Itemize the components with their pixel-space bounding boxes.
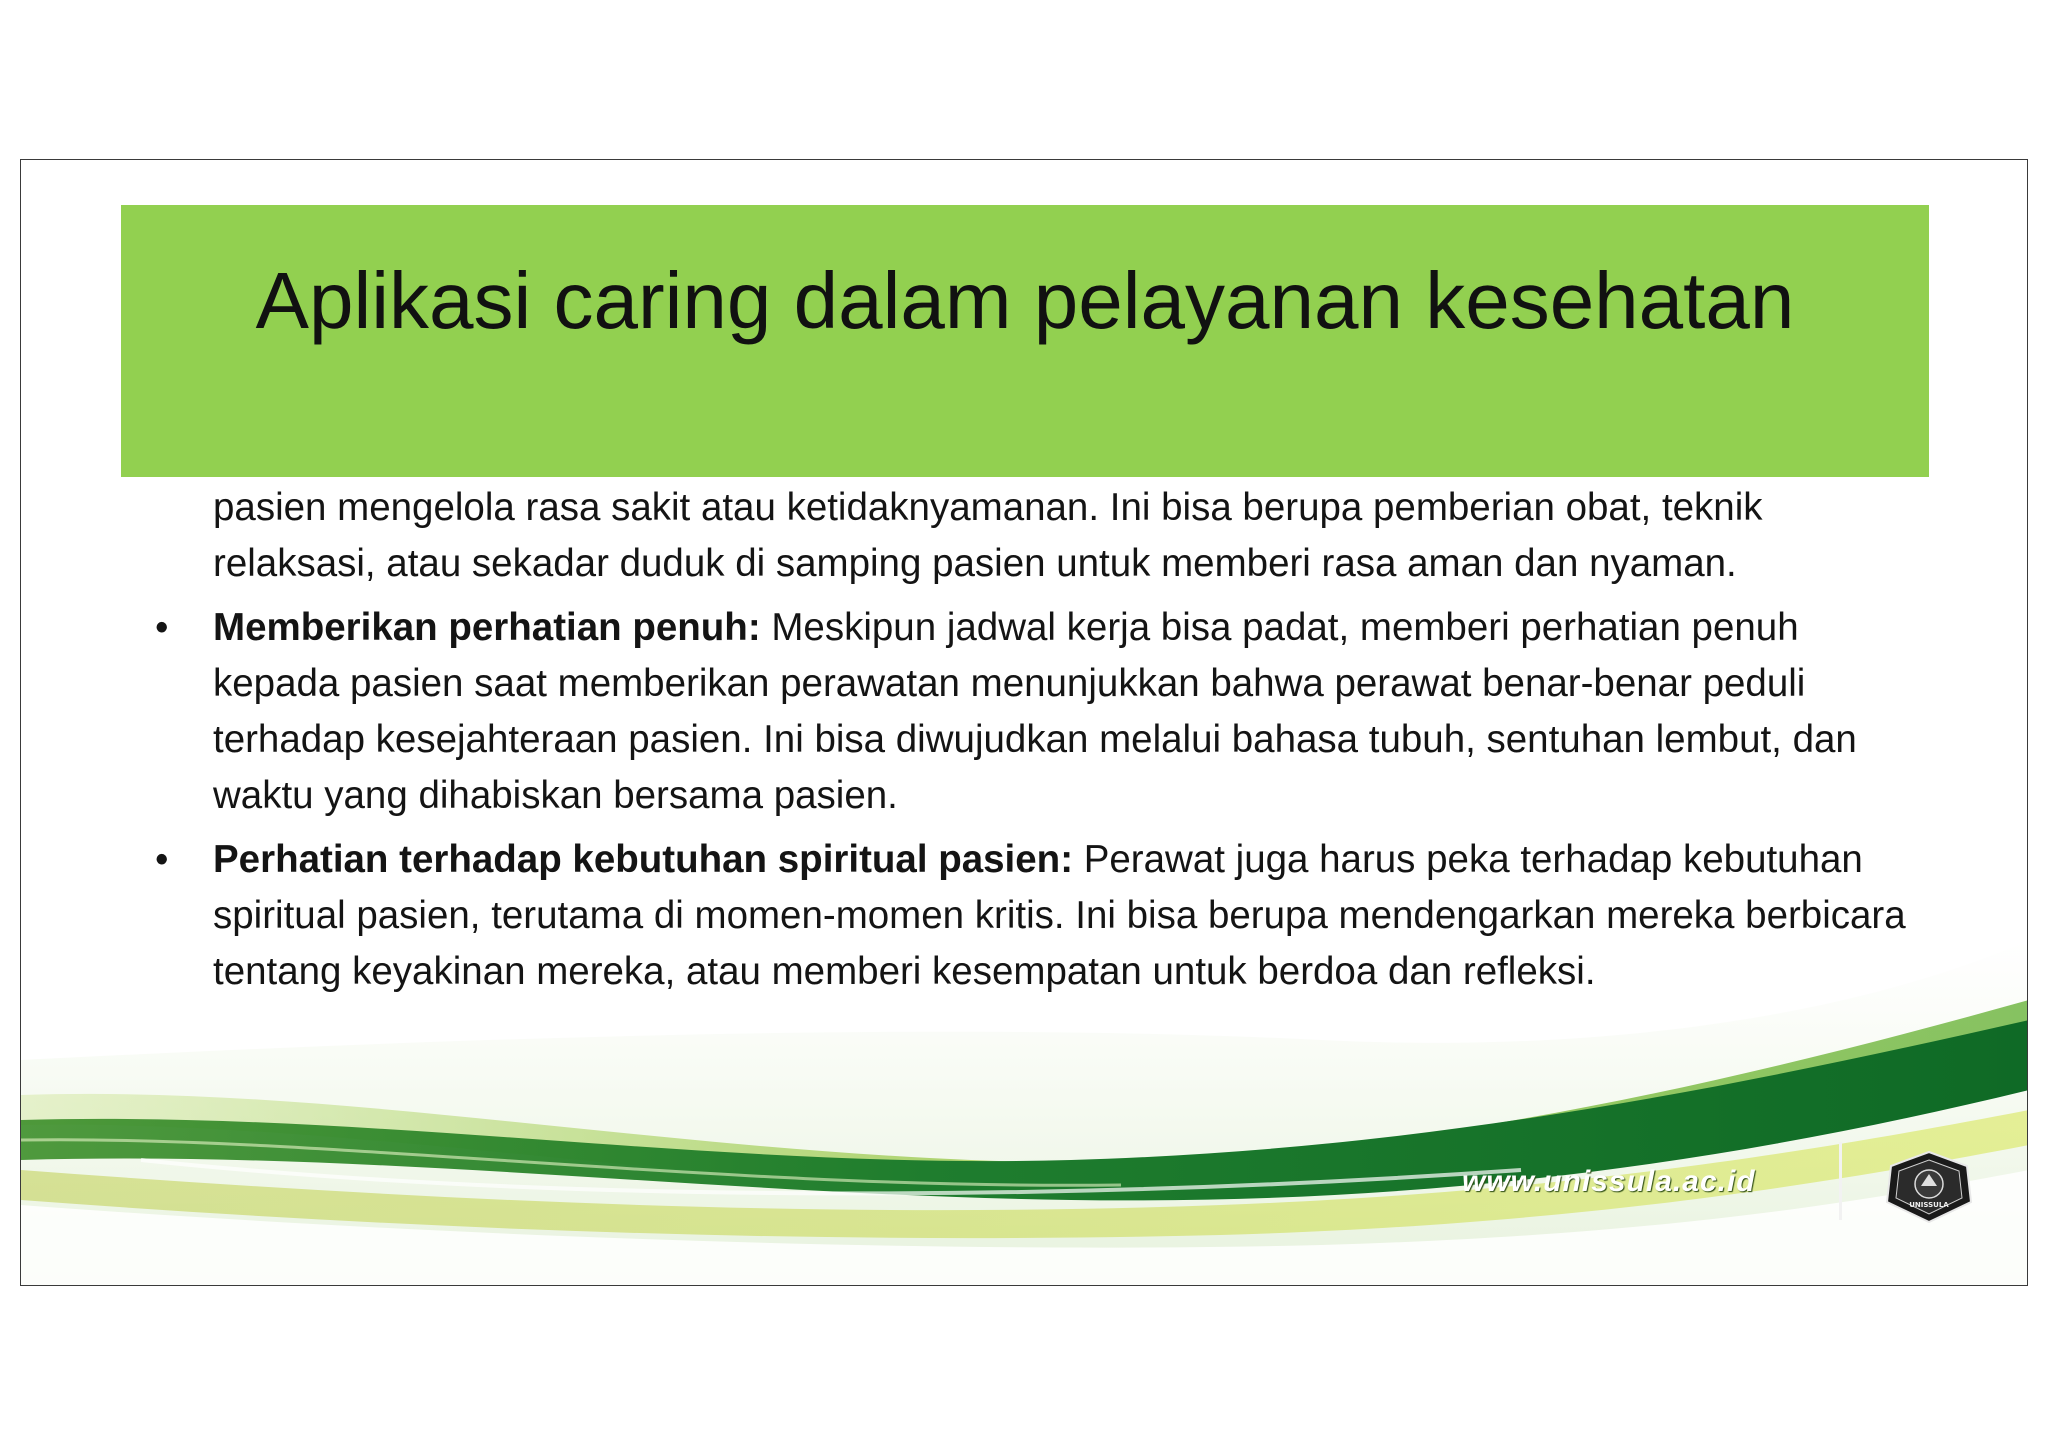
footer-divider xyxy=(1839,1142,1842,1220)
bullet-heading: Perhatian terhadap kebutuhan spiritual pasien: xyxy=(213,838,1074,881)
bullet-marker: • xyxy=(155,606,169,649)
continuation-paragraph: pasien mengelola rasa sakit atau ketidaknyamanan. Ini bisa berupa pemberian obat, teknik relaksasi, atau sekadar duduk di samping pasien untuk memberi rasa aman dan nyaman. xyxy=(213,486,1763,585)
title-bar xyxy=(121,205,1929,477)
bullet-item xyxy=(133,600,1913,824)
bullet-marker: • xyxy=(155,838,169,881)
slide-title: Aplikasi caring dalam pelayanan kesehatan xyxy=(255,256,1795,345)
slide xyxy=(20,159,2028,1286)
bullet-text: Perawat juga harus peka terhadap kebutuhan spiritual pasien, terutama di momen-momen kritis. Ini bisa berupa mendengarkan mereka berbicara tentang keyakinan mereka, atau memberi kesempatan untuk berdoa dan refleksi. xyxy=(213,838,1906,993)
bullet-item xyxy=(133,832,1913,1000)
bullet-heading: Memberikan perhatian penuh: xyxy=(213,606,761,649)
svg-text:UNISSULA: UNISSULA xyxy=(1909,1201,1949,1209)
university-seal-icon xyxy=(1883,1150,1975,1224)
footer-url: www.unissula.ac.id xyxy=(1462,1165,1756,1198)
bullet-text: Meskipun jadwal kerja bisa padat, memberi perhatian penuh kepada pasien saat memberikan perawatan menunjukkan bahwa perawat benar-benar peduli terhadap kesejahteraan pasien. Ini bisa diwujudkan melalui bahasa tubuh, sentuhan lembut, dan waktu yang dihabiskan bersama pasien. xyxy=(213,606,1857,817)
slide-body xyxy=(133,480,1913,1008)
